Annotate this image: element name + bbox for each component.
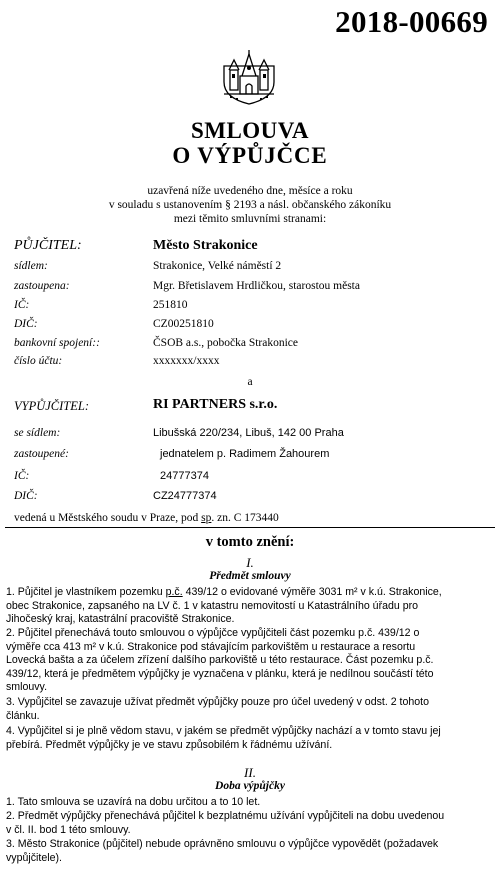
section-1-paragraph-1 [6, 586, 494, 627]
lender-dic-value: CZ00251810 [153, 318, 214, 330]
title-line-2: O VÝPŮJČCE [172, 143, 328, 168]
paragraph-line: výměře cca 413 m² v k.ú. Strakonice pod stávajícím parkovištěm u restaurace a resortu [6, 640, 416, 653]
paragraph-line: vypůjčitele). [6, 851, 62, 864]
borrower-seat-label: se sídlem: [14, 427, 61, 439]
registry-sp: sp [201, 512, 212, 524]
borrower-role-label: VYPŮJČITEL: [14, 399, 89, 413]
lender-bank-label: bankovní spojení:: [14, 337, 100, 349]
paragraph-text: 1. Půjčitel je vlastníkem pozemku [6, 586, 166, 598]
paragraph-line: v čl. II. bod 1 této smlouvy. [6, 823, 131, 836]
paragraph-line: 2. Půjčitel přenechává touto smlouvou o výpůjčce vypůjčiteli část pozemku p.č. 439/12 o [6, 627, 420, 639]
lender-account-value: xxxxxxx/xxxx [153, 355, 220, 367]
paragraph-line: článku. [6, 709, 40, 722]
paragraph-line: 4. Vypůjčitel si je plně vědom stavu, v jakém se předmět výpůjčky nachází a v tomto stavu jej [6, 725, 441, 737]
registry-suffix: . zn. C 173440 [211, 512, 279, 524]
paragraph-line: 1. Tato smlouva se uzavírá na dobu určitou a to 10 let. [6, 796, 261, 808]
lender-seat-value: Strakonice, Velké náměstí 2 [153, 260, 282, 272]
lender-account-label: číslo účtu: [14, 355, 63, 367]
intro-line-2: v souladu s ustanovením § 2193 a násl. občanského zákoníku [108, 199, 392, 211]
lender-seat-label: sídlem: [14, 260, 48, 272]
borrower-ic-label: IČ: [14, 470, 30, 482]
borrower-ic-value: 24777374 [160, 470, 209, 482]
borrower-name: RI PARTNERS s.r.o. [153, 397, 278, 412]
registry-prefix: vedená u Městského soudu v Praze, pod [14, 512, 202, 524]
section-1-paragraph-4 [6, 725, 494, 752]
lender-representative-label: zastoupena: [14, 280, 70, 292]
section-1-paragraph-3 [6, 696, 494, 723]
paragraph-line [6, 586, 494, 600]
and-separator: a [247, 376, 253, 388]
section-2-paragraph-1 [6, 796, 494, 810]
intro-line-1: uzavřená níže uvedeného dne, měsíce a roku [147, 185, 353, 197]
paragraph-line: Jihočeský kraj, katastrální pracoviště Strakonice. [6, 613, 235, 625]
lender-ic-value: 251810 [153, 299, 188, 311]
borrower-seat-value: Libušská 220/234, Libuš, 142 00 Praha [153, 427, 344, 439]
strakonice-coat-of-arms-icon [220, 48, 278, 106]
section-2-number: II. [244, 765, 256, 780]
paragraph-line: obec Strakonice, zapsaného na LV č. 1 v katastru nemovitostí u Katastrálního úřadu pro [6, 599, 419, 612]
section-1-number: I. [246, 555, 254, 570]
lender-name: Město Strakonice [153, 238, 258, 253]
registry-line [14, 512, 279, 524]
lender-dic-label: DIČ: [14, 318, 38, 330]
document-number: 2018-00669 [335, 4, 488, 39]
paragraph-line: 3. Město Strakonice (půjčitel) nebude oprávněno smlouvu o výpůjčce vypovědět (požadavek [6, 838, 439, 850]
section-1-name: Předmět smlouvy [209, 570, 291, 582]
paragraph-line: přebírá. Předmět výpůjčky je ve stavu způsobilém k řádnému užívání. [6, 738, 333, 751]
borrower-dic-value: CZ24777374 [153, 490, 217, 502]
borrower-representative-value: jednatelem p. Radimem Žahourem [160, 448, 330, 460]
paragraph-line: Lovecká bašta a za účelem zřízení dalšího parkoviště u této restaurace. Část pozemku p.č. [6, 654, 434, 666]
title-line-1: SMLOUVA [190, 118, 310, 143]
lender-bank-value: ČSOB a.s., pobočka Strakonice [153, 337, 299, 349]
intro-line-3: mezi těmito smluvními stranami: [173, 213, 327, 225]
borrower-representative-label: zastoupené: [14, 448, 69, 460]
paragraph-line: 3. Vypůjčitel se zavazuje užívat předmět výpůjčky pouze pro účel uvedený v odst. 2 tohoto [6, 696, 430, 708]
section-2-paragraph-3 [6, 838, 494, 865]
borrower-dic-label: DIČ: [14, 490, 38, 502]
lender-representative-value: Mgr. Břetislavem Hrdličkou, starostou města [153, 280, 360, 292]
paragraph-line: 2. Předmět výpůjčky přenechává půjčitel k bezplatnému užívání vypůjčiteli na dobu uvedenou [6, 810, 445, 822]
divider-line [5, 527, 495, 528]
section-2-paragraph-2 [6, 810, 494, 837]
paragraph-line: 439/12, která je předmětem výpůjčky je vyznačena v plánku, která je nedílnou součástí této [6, 667, 434, 680]
section-1-paragraph-2 [6, 627, 494, 695]
contract-subtitle: v tomto znění: [205, 534, 295, 550]
paragraph-line: smlouvy. [6, 681, 48, 693]
lender-ic-label: IČ: [14, 299, 30, 311]
section-2-name: Doba výpůjčky [215, 780, 285, 792]
paragraph-text: 439/12 o evidované výměře 3031 m² v k.ú. Strakonice, [182, 586, 442, 598]
lender-role-label: PŮJČITEL: [14, 238, 82, 253]
paragraph-text-underlined: p.č. [165, 586, 183, 598]
